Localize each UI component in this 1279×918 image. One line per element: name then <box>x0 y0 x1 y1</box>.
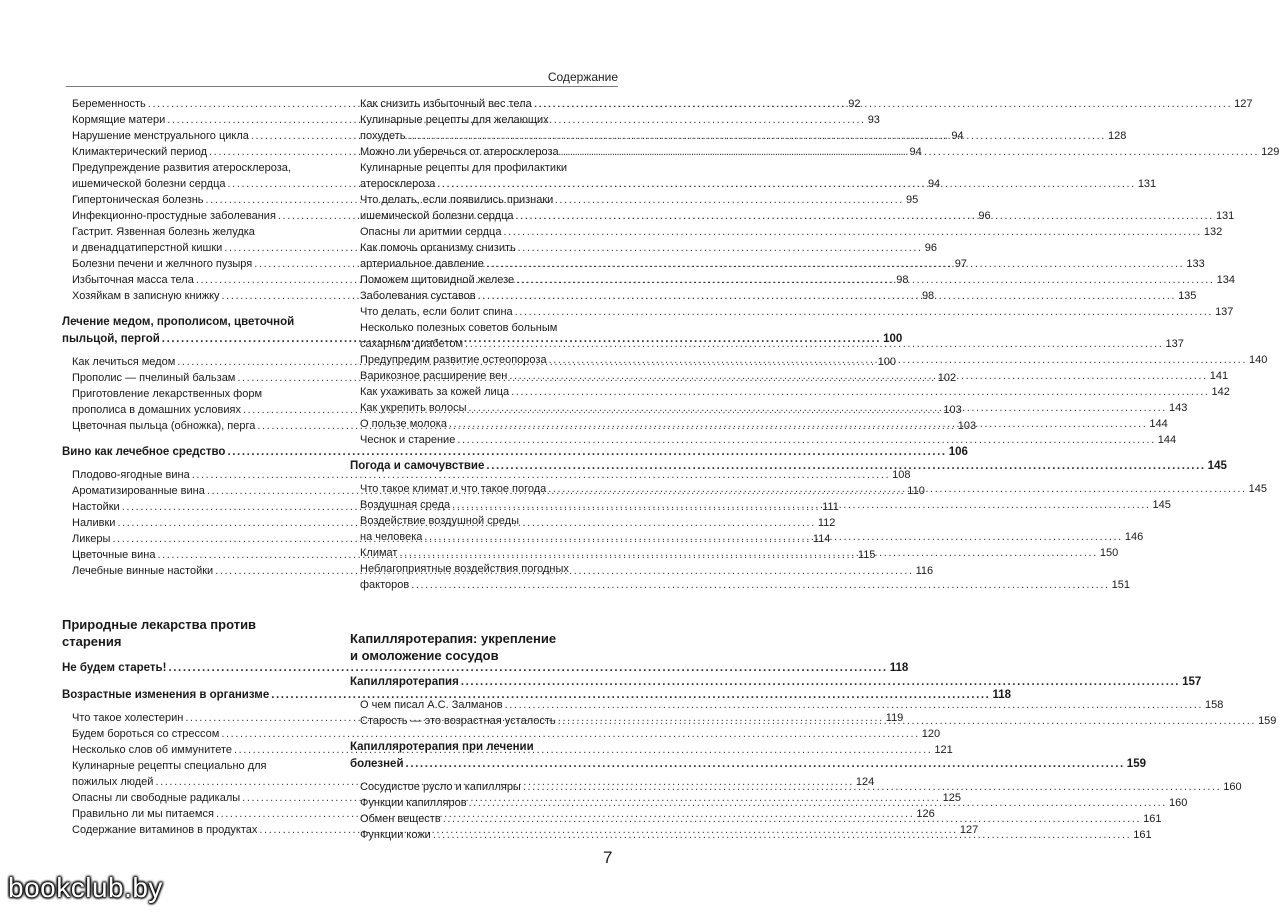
toc-page-number: 108 <box>892 469 911 481</box>
toc-entry-title: Будем бороться со стрессом <box>72 728 220 740</box>
toc-entry-title: Функции кожи <box>360 829 431 841</box>
toc-page-number: 96 <box>978 210 991 222</box>
toc-page-number: 115 <box>857 549 876 561</box>
toc-page-number: 94 <box>909 146 922 158</box>
leader-dots <box>424 529 1122 545</box>
toc-entry-first-line: Как помочь организму снизить <box>360 242 516 254</box>
toc-entry-title: Цветочная пыльца (обножка), перга <box>72 420 256 432</box>
toc-page-number: 110 <box>907 485 925 497</box>
toc-page-number: 100 <box>883 333 903 345</box>
toc-page-number: 140 <box>1249 354 1268 366</box>
toc-page-number: 106 <box>948 446 968 458</box>
toc-section-title: Возрастные изменения в организме <box>62 689 270 701</box>
toc-entry[interactable] <box>62 726 941 742</box>
leader-dots <box>523 779 1221 795</box>
toc-entry-title: Плодово-ягодные вина <box>72 469 190 481</box>
toc-entry-title: Хозяйкам в записную книжку <box>72 290 220 302</box>
toc-entry-title: артериальное давление <box>360 258 484 270</box>
header-rule <box>66 86 618 87</box>
leader-dots <box>516 208 1214 224</box>
leader-dots <box>469 795 1167 811</box>
leader-dots <box>534 96 1232 112</box>
toc-section-entry[interactable] <box>62 660 909 677</box>
leader-dots <box>399 545 1097 561</box>
toc-section-title: Не будем стареть! <box>62 662 167 674</box>
toc-entry-title: Что делать, если болит спина <box>360 306 513 318</box>
toc-entry-title: Обмен веществ <box>360 813 441 825</box>
toc-entry-title: пожилых людей <box>72 776 154 788</box>
toc-entry-first-line: Что делать, если появились признаки <box>360 194 554 206</box>
toc-page-number: 127 <box>959 824 979 836</box>
toc-entry-title: Можно ли уберечься от атеросклероза <box>360 146 559 158</box>
leader-dots <box>505 697 1203 713</box>
leader-dots <box>406 756 1125 773</box>
leader-dots <box>511 384 1209 400</box>
toc-page-number: 143 <box>1168 402 1188 414</box>
toc-section-title: Погода и самочувствие <box>350 460 485 472</box>
toc-entry-first-line: Предупреждение развития атеросклероза, <box>72 162 291 174</box>
leader-dots <box>558 713 1256 729</box>
toc-entry-first-line: Кулинарные рецепты специально для <box>72 760 267 772</box>
toc-entry-title: Ликеры <box>72 533 111 545</box>
toc-entry-title: Климат <box>360 547 398 559</box>
toc-page-number: 127 <box>1234 98 1253 110</box>
toc-entry-first-line: Воздействие воздушной среды <box>360 515 519 527</box>
toc-section-title: пыльцой, пергой <box>62 333 160 345</box>
toc-page-number: 102 <box>937 372 957 384</box>
toc-entry-title: О пользе молока <box>360 418 447 430</box>
toc-entry-title: Нарушение менструального цикла <box>72 130 249 142</box>
toc-page-number: 128 <box>1107 130 1127 142</box>
leader-dots <box>486 256 1184 272</box>
toc-page-number: 145 <box>1152 499 1171 511</box>
toc-page-number: 103 <box>943 404 962 416</box>
toc-entry-title: Цветочные вина <box>72 549 156 561</box>
toc-entry-title: факторов <box>360 579 410 591</box>
toc-entry-title: Содержание витаминов в продуктах <box>72 824 258 836</box>
toc-page-number: 92 <box>848 98 861 110</box>
leader-dots <box>411 577 1109 593</box>
toc-section-first-line: Лечение медом, прополисом, цветочной <box>62 316 295 328</box>
toc-page-number: 111 <box>822 501 839 513</box>
toc-entry-title: Настойки <box>72 501 120 513</box>
toc-entry-title: Воздушная среда <box>360 499 451 511</box>
toc-page-number: 146 <box>1124 531 1144 543</box>
toc-entry-title: Несколько слов об иммунитете <box>72 744 232 756</box>
toc-entry-title: Кормящие матери <box>72 114 166 126</box>
toc-entry-title: Поможем щитовидной железе <box>360 274 515 286</box>
toc-page-number: 125 <box>942 792 961 804</box>
toc-page-number: 150 <box>1099 547 1119 559</box>
part-title: и омоложение сосудов <box>350 648 499 663</box>
leader-dots <box>461 674 1180 691</box>
toc-entry-title: Как укрепить волосы <box>360 402 467 414</box>
toc-page-number: 159 <box>1258 715 1277 727</box>
leader-dots <box>478 288 1176 304</box>
toc-page-number: 137 <box>1165 338 1184 350</box>
toc-page-number: 161 <box>1143 813 1162 825</box>
toc-entry-title: Болезни печени и желчного пузыря <box>72 258 253 270</box>
toc-entry-title: похудеть <box>360 130 406 142</box>
toc-page-number: 160 <box>1223 781 1242 793</box>
toc-page-number: 158 <box>1205 699 1224 711</box>
toc-entry-title: Функции капилляров <box>360 797 467 809</box>
toc-entry-first-line: Несколько полезных советов больным <box>360 322 558 334</box>
toc-entry[interactable] <box>350 224 1223 240</box>
toc-page-number: 141 <box>1209 370 1229 382</box>
toc-entry-title: Наливки <box>72 517 116 529</box>
toc-page-number: 121 <box>934 744 953 756</box>
toc-page-number: 145 <box>1248 483 1268 495</box>
toc-page-number: 132 <box>1203 226 1223 238</box>
toc-entry-title: Опасны ли свободные радикалы <box>72 792 241 804</box>
toc-entry[interactable] <box>350 304 1234 320</box>
toc-entry-title: Гипертоническая болезнь <box>72 194 204 206</box>
toc-entry-title: сахарным диабетом <box>360 338 464 350</box>
leader-dots <box>516 272 1214 288</box>
toc-page-number: 145 <box>1207 460 1227 472</box>
toc-entry-title: Что такое холестерин <box>72 712 184 724</box>
toc-page-number: 124 <box>855 776 875 788</box>
leader-dots <box>549 352 1247 368</box>
leader-dots <box>561 144 1259 160</box>
toc-entry-title: Предупредим развитие остеопороза <box>360 354 547 366</box>
toc-entry-title: на человека <box>360 531 423 543</box>
toc-entry-title: и двенадцатиперстной кишки <box>72 242 223 254</box>
toc-page-number: 137 <box>1215 306 1234 318</box>
leader-dots <box>515 304 1213 320</box>
leader-dots <box>509 368 1207 384</box>
page-number: 7 <box>603 848 613 867</box>
leader-dots <box>408 128 1106 144</box>
toc-entry-title: атеросклероза <box>360 178 436 190</box>
leader-dots <box>433 827 1131 843</box>
toc-entry-title: Заболевания суставов <box>360 290 476 302</box>
toc-page-number: 98 <box>921 290 935 302</box>
toc-page-number: 144 <box>1149 418 1168 430</box>
part-title: Капилляротерапия: укрепление <box>350 631 557 646</box>
toc-page-number: 103 <box>957 420 977 432</box>
leader-dots <box>503 224 1201 240</box>
toc-entry-title: Беременность <box>72 98 146 110</box>
toc-entry-title: Инфекционно-простудные заболевания <box>72 210 276 222</box>
toc-entry-title: Старость — это возрастная усталость <box>360 715 556 727</box>
toc-page-number: 133 <box>1186 258 1205 270</box>
leader-dots <box>465 336 1163 352</box>
toc-entry-title: ишемической болезни сердца <box>72 178 226 190</box>
toc-entry-first-line: Приготовление лекарственных форм <box>72 388 263 400</box>
toc-entry[interactable] <box>350 697 1224 713</box>
toc-entry-title: Лечебные винные настойки <box>72 565 214 577</box>
toc-page-number: 94 <box>927 178 941 190</box>
toc-section-entry[interactable] <box>62 444 968 461</box>
toc-entry-title: Чеснок и старение <box>360 434 456 446</box>
toc-page-number: 118 <box>992 689 1012 701</box>
leader-dots <box>452 497 1150 513</box>
toc-page-number: 126 <box>916 808 935 820</box>
toc-page-number: 144 <box>1157 434 1177 446</box>
toc-page-number: 94 <box>951 130 964 142</box>
toc-entry-title: Избыточная масса тела <box>72 274 194 286</box>
toc-entry-title: Что такое климат и что такое погода <box>360 483 547 495</box>
toc-entry-title: Ароматизированные вина <box>72 485 205 497</box>
toc-page-number: 93 <box>867 114 880 126</box>
leader-dots <box>548 481 1246 497</box>
toc-entry-title: Варикозное расширение вен <box>360 370 508 382</box>
leader-dots <box>437 176 1135 192</box>
toc-entry[interactable] <box>350 384 1230 400</box>
toc-entry-title: Правильно ли мы питаемся <box>72 808 214 820</box>
toc-section-title: Вино как лечебное средство <box>62 446 226 458</box>
toc-entry-title: Сосудистое русло и капилляры <box>360 781 521 793</box>
toc-entry-title: прополиса в домашних условиях <box>72 404 241 416</box>
toc-page-number: 129 <box>1261 146 1279 158</box>
part-title: старения <box>62 634 122 649</box>
toc-section-entry[interactable] <box>350 674 1202 691</box>
toc-page-number: 97 <box>954 258 967 270</box>
toc-page-number: 160 <box>1168 797 1188 809</box>
toc-section-title: Капилляротерапия <box>350 676 459 688</box>
toc-entry-title: Как снизить избыточный вес тела <box>360 98 532 110</box>
toc-page-number: 131 <box>1215 210 1235 222</box>
toc-entry-title: Как ухаживать за кожей лица <box>360 386 510 398</box>
leader-dots <box>469 400 1167 416</box>
toc-page-number: 98 <box>896 274 909 286</box>
toc-page-number: 95 <box>905 194 919 206</box>
toc-entry-title: Климактерический период <box>72 146 208 158</box>
toc-page-number: 135 <box>1178 290 1197 302</box>
leader-dots <box>457 432 1155 448</box>
toc-page-number: 119 <box>885 712 904 724</box>
toc-section-entry[interactable] <box>350 756 1146 773</box>
watermark-logo: bookclub.by <box>8 872 163 903</box>
part-title: Природные лекарства против <box>62 617 257 632</box>
toc-page-number: 161 <box>1133 829 1152 841</box>
toc-entry[interactable] <box>350 432 1177 448</box>
toc-section-first-line: Капилляротерапия при лечении <box>350 741 534 753</box>
toc-section-entry[interactable] <box>62 687 1012 704</box>
toc-page-number: 118 <box>889 662 909 674</box>
toc-entry-title: ишемической болезни сердца <box>360 210 514 222</box>
toc-page-number: 151 <box>1111 579 1130 591</box>
toc-entry-title: Как лечиться медом <box>72 356 176 368</box>
toc-entry-title: Опасны ли аритмии сердца <box>360 226 502 238</box>
toc-entry-first-line: Неблагоприятные воздействия погодных <box>360 563 569 575</box>
toc-entry-first-line: Гастрит. Язвенная болезнь желудка <box>72 226 255 238</box>
toc-page-number: 114 <box>812 533 831 545</box>
running-header: Содержание <box>547 70 618 84</box>
leader-dots <box>486 458 1205 475</box>
toc-entry-first-line: Кулинарные рецепты для желающих <box>360 114 549 126</box>
toc-page-number: 157 <box>1182 676 1202 688</box>
toc-entry[interactable] <box>62 467 911 483</box>
toc-entry-title: Прополис — пчелиный бальзам <box>72 372 236 384</box>
toc-page-number: 96 <box>924 242 937 254</box>
toc-section-title: болезней <box>350 758 404 770</box>
leader-dots <box>443 811 1141 827</box>
toc-page-number: 100 <box>877 356 897 368</box>
toc-entry-title: О чем писал А.С. Залманов <box>360 699 503 711</box>
toc-entry[interactable] <box>350 577 1130 593</box>
toc-page-number: 116 <box>915 565 934 577</box>
toc-page-number: 142 <box>1211 386 1230 398</box>
toc-page-number: 134 <box>1216 274 1235 286</box>
toc-page-number: 120 <box>921 728 941 740</box>
leader-dots <box>449 416 1147 432</box>
toc-page-number: 159 <box>1126 758 1146 770</box>
toc-entry-first-line: Кулинарные рецепты для профилактики <box>360 162 568 174</box>
toc-page-number: 112 <box>817 517 836 529</box>
toc-page-number: 131 <box>1137 178 1157 190</box>
